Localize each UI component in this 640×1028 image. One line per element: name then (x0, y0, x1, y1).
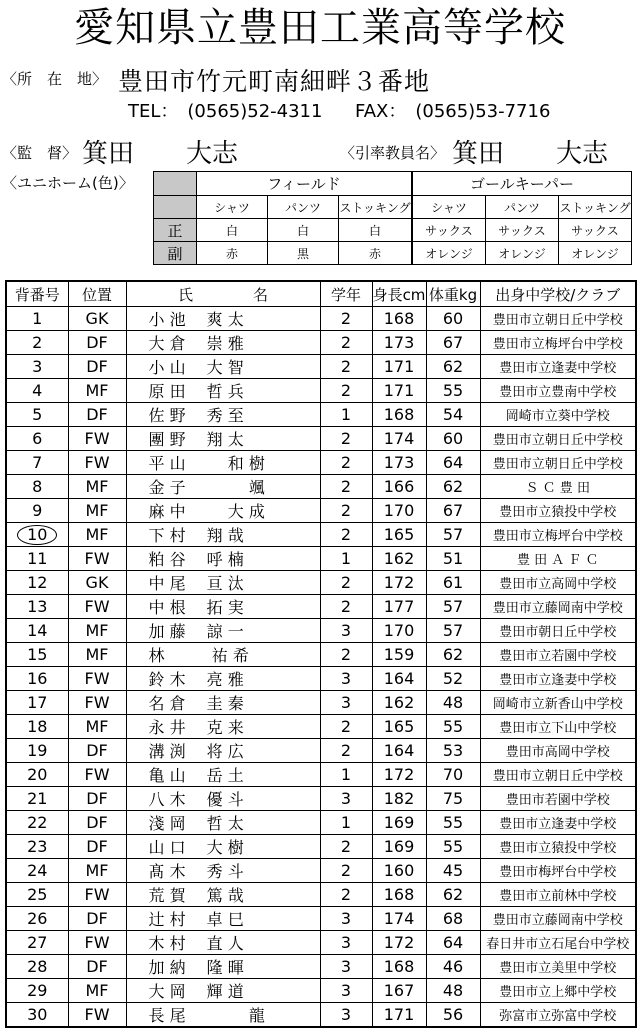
player-weight: 53 (426, 739, 480, 763)
player-name: 粕 谷 呼 楠 (126, 547, 320, 571)
player-grade: 3 (320, 1003, 372, 1028)
player-name: 中 根 拓 実 (126, 595, 320, 619)
player-position: FW (68, 931, 126, 955)
player-grade: 2 (320, 523, 372, 547)
player-height: 168 (372, 955, 426, 979)
player-school: 豊田市立若園中学校 (480, 643, 636, 667)
captain-number: 10 (17, 525, 57, 545)
uniform-corner (154, 196, 197, 219)
player-school: 豊田市立藤岡南中学校 (480, 907, 636, 931)
uniform-item: シャツ (412, 196, 486, 219)
player-number: 25 (6, 883, 68, 907)
player-position: MF (68, 379, 126, 403)
player-name: 淺 岡 哲 太 (126, 811, 320, 835)
player-school: 豊田市立藤岡南中学校 (480, 595, 636, 619)
player-name: 中 尾 亘 汰 (126, 571, 320, 595)
player-name: 麻 中 大 成 (126, 499, 320, 523)
player-weight: 64 (426, 931, 480, 955)
leader-name: 箕田 大志 (452, 139, 609, 169)
table-row (6, 739, 636, 763)
roster-header-row (6, 281, 636, 307)
player-height: 174 (372, 427, 426, 451)
roster-table (5, 280, 637, 1028)
player-grade: 3 (320, 787, 372, 811)
table-row (6, 307, 636, 331)
table-row (6, 931, 636, 955)
player-name: 永 井 克 来 (126, 715, 320, 739)
player-position: DF (68, 787, 126, 811)
player-weight: 56 (426, 1003, 480, 1028)
player-school: 豊田市立下山中学校 (480, 715, 636, 739)
player-weight: 48 (426, 691, 480, 715)
player-height: 170 (372, 619, 426, 643)
player-school: 岡崎市立葵中学校 (480, 403, 636, 427)
player-position: MF (68, 643, 126, 667)
player-number: 16 (6, 667, 68, 691)
player-school: 豊田市立朝日丘中学校 (480, 427, 636, 451)
sub-uniform-label: 副 (154, 242, 197, 265)
player-weight: 52 (426, 667, 480, 691)
table-row (6, 379, 636, 403)
player-name: 八 木 優 斗 (126, 787, 320, 811)
table-row (6, 619, 636, 643)
uniform-color: 赤 (197, 242, 268, 265)
player-height: 169 (372, 835, 426, 859)
uniform-color: サックス (559, 219, 632, 242)
player-weight: 75 (426, 787, 480, 811)
player-school: 岡崎市立新香山中学校 (480, 691, 636, 715)
player-height: 168 (372, 307, 426, 331)
player-number: 23 (6, 835, 68, 859)
uniform-color: サックス (412, 219, 486, 242)
player-weight: 45 (426, 859, 480, 883)
player-grade: 2 (320, 331, 372, 355)
player-position: DF (68, 907, 126, 931)
player-position: FW (68, 547, 126, 571)
player-school: 豊田市立上郷中学校 (480, 979, 636, 1003)
player-height: 169 (372, 811, 426, 835)
player-name: 平 山 和 樹 (126, 451, 320, 475)
player-name: 下 村 翔 哉 (126, 523, 320, 547)
player-school: 豊田市高岡中学校 (480, 739, 636, 763)
player-number: 19 (6, 739, 68, 763)
player-number: 17 (6, 691, 68, 715)
table-row (6, 667, 636, 691)
player-weight: 55 (426, 835, 480, 859)
player-grade: 3 (320, 691, 372, 715)
player-name: 長 尾 龍 (126, 1003, 320, 1028)
player-height: 165 (372, 523, 426, 547)
player-height: 173 (372, 451, 426, 475)
uniform-color: 赤 (339, 242, 413, 265)
player-name: 亀 山 岳 土 (126, 763, 320, 787)
player-height: 172 (372, 571, 426, 595)
table-row (6, 907, 636, 931)
player-height: 168 (372, 403, 426, 427)
player-height: 164 (372, 739, 426, 763)
player-position: FW (68, 427, 126, 451)
player-name: 小 池 爽 太 (126, 307, 320, 331)
table-row (6, 355, 636, 379)
player-position: MF (68, 619, 126, 643)
player-number: 5 (6, 403, 68, 427)
player-height: 172 (372, 763, 426, 787)
uniform-color: オレンジ (412, 242, 486, 265)
director-label: 〈監 督〉 (2, 144, 78, 162)
player-school: 豊田市立朝日丘中学校 (480, 763, 636, 787)
player-school: 弥富市立弥富中学校 (480, 1003, 636, 1028)
uniform-color: サックス (486, 219, 559, 242)
table-row (6, 763, 636, 787)
player-grade: 2 (320, 739, 372, 763)
player-number: 9 (6, 499, 68, 523)
player-weight: 64 (426, 451, 480, 475)
table-row (6, 835, 636, 859)
player-name: 鈴 木 亮 雅 (126, 667, 320, 691)
table-row (6, 523, 636, 547)
player-weight: 68 (426, 907, 480, 931)
player-weight: 54 (426, 403, 480, 427)
player-height: 171 (372, 1003, 426, 1028)
player-number: 28 (6, 955, 68, 979)
player-name: 髙 木 秀 斗 (126, 859, 320, 883)
uniform-color: 白 (197, 219, 268, 242)
player-position: FW (68, 883, 126, 907)
player-height: 165 (372, 715, 426, 739)
player-weight: 55 (426, 379, 480, 403)
player-school: 豊田市朝日丘中学校 (480, 619, 636, 643)
player-position: DF (68, 955, 126, 979)
player-position: DF (68, 355, 126, 379)
player-grade: 2 (320, 571, 372, 595)
player-name: 大 岡 輝 道 (126, 979, 320, 1003)
player-grade: 2 (320, 307, 372, 331)
player-number: 14 (6, 619, 68, 643)
uniform-item: パンツ (268, 196, 339, 219)
player-number: 24 (6, 859, 68, 883)
player-position: DF (68, 403, 126, 427)
player-name: 山 口 大 樹 (126, 835, 320, 859)
player-number: 2 (6, 331, 68, 355)
player-weight: 57 (426, 619, 480, 643)
player-grade: 3 (320, 979, 372, 1003)
player-position: MF (68, 523, 126, 547)
player-position: MF (68, 715, 126, 739)
table-row (6, 811, 636, 835)
player-number: 4 (6, 379, 68, 403)
player-weight: 62 (426, 643, 480, 667)
player-name: 名 倉 圭 秦 (126, 691, 320, 715)
player-weight: 48 (426, 979, 480, 1003)
player-height: 168 (372, 883, 426, 907)
player-weight: 51 (426, 547, 480, 571)
table-row (6, 715, 636, 739)
player-position: FW (68, 451, 126, 475)
roster-body (6, 307, 636, 1028)
table-row (6, 883, 636, 907)
player-grade: 2 (320, 859, 372, 883)
player-grade: 2 (320, 715, 372, 739)
player-height: 171 (372, 379, 426, 403)
main-uniform-label: 正 (154, 219, 197, 242)
table-row (6, 955, 636, 979)
player-grade: 3 (320, 907, 372, 931)
player-number: 1 (6, 307, 68, 331)
director-name: 箕田 大志 (82, 139, 239, 169)
table-row (6, 595, 636, 619)
player-weight: 55 (426, 811, 480, 835)
header-school: 出身中学校/クラブ (480, 281, 636, 307)
player-grade: 3 (320, 931, 372, 955)
player-height: 174 (372, 907, 426, 931)
player-school: 豊田市立朝日丘中学校 (480, 451, 636, 475)
player-position: FW (68, 691, 126, 715)
player-name: 金 子 颯 (126, 475, 320, 499)
player-position: GK (68, 307, 126, 331)
player-weight: 46 (426, 955, 480, 979)
player-school: 豊田市立猿投中学校 (480, 835, 636, 859)
player-number: 18 (6, 715, 68, 739)
uniform-color: 白 (268, 219, 339, 242)
player-school: 豊田市立美里中学校 (480, 955, 636, 979)
player-height: 160 (372, 859, 426, 883)
player-school: 豊田市立猿投中学校 (480, 499, 636, 523)
table-row (6, 547, 636, 571)
player-school: 豊田市立豊南中学校 (480, 379, 636, 403)
player-number: 26 (6, 907, 68, 931)
player-school: 豊田市立朝日丘中学校 (480, 307, 636, 331)
uniform-color: 白 (339, 219, 413, 242)
player-number: 13 (6, 595, 68, 619)
uniform-label: 〈ユニホーム(色)〉 (2, 174, 134, 192)
player-grade: 3 (320, 667, 372, 691)
table-row (6, 787, 636, 811)
player-grade: 2 (320, 595, 372, 619)
player-name: 林 祐 希 (126, 643, 320, 667)
player-height: 164 (372, 667, 426, 691)
player-name: 大 倉 崇 雅 (126, 331, 320, 355)
player-position: DF (68, 811, 126, 835)
player-number: 15 (6, 643, 68, 667)
player-number: 7 (6, 451, 68, 475)
player-school: 豊田市立高岡中学校 (480, 571, 636, 595)
player-weight: 60 (426, 307, 480, 331)
player-school: 豊田市立逢妻中学校 (480, 811, 636, 835)
player-weight: 61 (426, 571, 480, 595)
uniform-item: シャツ (197, 196, 268, 219)
player-position: MF (68, 859, 126, 883)
uniform-item: ストッキング (339, 196, 413, 219)
uniform-item: ストッキング (559, 196, 632, 219)
uniform-table (153, 171, 632, 265)
player-number: 11 (6, 547, 68, 571)
player-school: 豊田市梅坪台中学校 (480, 859, 636, 883)
player-weight: 57 (426, 523, 480, 547)
location-label: 〈所 在 地〉 (2, 70, 108, 88)
player-school: 豊田市立逢妻中学校 (480, 667, 636, 691)
player-name: 辻 村 卓 巳 (126, 907, 320, 931)
player-school: 春日井市立石尾台中学校 (480, 931, 636, 955)
player-grade: 2 (320, 355, 372, 379)
player-name: 佐 野 秀 至 (126, 403, 320, 427)
player-height: 177 (372, 595, 426, 619)
player-number: 22 (6, 811, 68, 835)
player-position: DF (68, 331, 126, 355)
player-height: 162 (372, 691, 426, 715)
header-number: 背番号 (6, 281, 68, 307)
player-number: 8 (6, 475, 68, 499)
player-grade: 1 (320, 547, 372, 571)
player-position: DF (68, 739, 126, 763)
header-name: 氏 名 (126, 281, 320, 307)
uniform-color: オレンジ (559, 242, 632, 265)
player-height: 170 (372, 499, 426, 523)
table-row (6, 331, 636, 355)
player-position: DF (68, 835, 126, 859)
player-number: 20 (6, 763, 68, 787)
player-weight: 67 (426, 499, 480, 523)
player-position: FW (68, 763, 126, 787)
player-weight: 62 (426, 883, 480, 907)
player-position: FW (68, 667, 126, 691)
fax: FAX： (0565)53-7716 (355, 101, 551, 122)
player-name: 小 山 大 智 (126, 355, 320, 379)
player-grade: 2 (320, 379, 372, 403)
field-header: フィールド (197, 172, 413, 196)
player-position: MF (68, 979, 126, 1003)
player-name: 團 野 翔 太 (126, 427, 320, 451)
player-weight: 62 (426, 355, 480, 379)
header-position: 位置 (68, 281, 126, 307)
player-name: 荒 賀 篤 哉 (126, 883, 320, 907)
header-weight: 体重kg (426, 281, 480, 307)
player-position: GK (68, 571, 126, 595)
player-number: 21 (6, 787, 68, 811)
player-number: 12 (6, 571, 68, 595)
player-grade: 1 (320, 403, 372, 427)
table-row (6, 499, 636, 523)
school-title: 愛知県立豊田工業高等学校 (74, 5, 566, 51)
player-number (6, 523, 68, 547)
player-name: 木 村 直 人 (126, 931, 320, 955)
player-grade: 2 (320, 499, 372, 523)
player-grade: 3 (320, 619, 372, 643)
player-grade: 1 (320, 811, 372, 835)
header-grade: 学年 (320, 281, 372, 307)
player-position: FW (68, 1003, 126, 1028)
goalkeeper-header: ゴールキーパー (412, 172, 632, 196)
table-row (6, 979, 636, 1003)
table-row (6, 427, 636, 451)
table-row (6, 403, 636, 427)
player-school: 豊田市若園中学校 (480, 787, 636, 811)
uniform-color: オレンジ (486, 242, 559, 265)
player-name: 加 藤 諒 一 (126, 619, 320, 643)
player-grade: 2 (320, 427, 372, 451)
player-position: FW (68, 595, 126, 619)
player-name: 溝 渕 将 広 (126, 739, 320, 763)
table-row (6, 643, 636, 667)
telephone: TEL： (0565)52-4311 (128, 101, 323, 122)
uniform-item: パンツ (486, 196, 559, 219)
player-number: 6 (6, 427, 68, 451)
table-row (6, 1003, 636, 1028)
player-name: 原 田 哲 兵 (126, 379, 320, 403)
player-height: 166 (372, 475, 426, 499)
player-number: 29 (6, 979, 68, 1003)
player-weight: 67 (426, 331, 480, 355)
player-school: 豊田市立前林中学校 (480, 883, 636, 907)
player-grade: 3 (320, 955, 372, 979)
player-number: 30 (6, 1003, 68, 1028)
table-row (6, 859, 636, 883)
header-height: 身長cm (372, 281, 426, 307)
player-weight: 62 (426, 475, 480, 499)
table-row (6, 691, 636, 715)
address: 豊田市竹元町南細畔３番地 (118, 67, 431, 96)
player-weight: 57 (426, 595, 480, 619)
player-grade: 2 (320, 451, 372, 475)
player-school: Ｓ Ｃ 豊 田 (480, 475, 636, 499)
player-weight: 70 (426, 763, 480, 787)
leader-label: 〈引率教員名〉 (340, 144, 446, 162)
player-weight: 55 (426, 715, 480, 739)
player-height: 172 (372, 931, 426, 955)
player-height: 182 (372, 787, 426, 811)
player-school: 豊田市立逢妻中学校 (480, 355, 636, 379)
player-weight: 60 (426, 427, 480, 451)
player-grade: 2 (320, 883, 372, 907)
player-grade: 1 (320, 763, 372, 787)
player-position: MF (68, 499, 126, 523)
table-row (6, 451, 636, 475)
uniform-corner (154, 172, 197, 196)
player-grade: 2 (320, 643, 372, 667)
player-height: 167 (372, 979, 426, 1003)
player-grade: 2 (320, 835, 372, 859)
player-number: 3 (6, 355, 68, 379)
player-height: 173 (372, 331, 426, 355)
table-row (6, 475, 636, 499)
uniform-color: 黒 (268, 242, 339, 265)
player-school: 豊田市立梅坪台中学校 (480, 523, 636, 547)
player-grade: 2 (320, 475, 372, 499)
player-height: 159 (372, 643, 426, 667)
player-position: MF (68, 475, 126, 499)
table-row (6, 571, 636, 595)
player-height: 162 (372, 547, 426, 571)
player-height: 171 (372, 355, 426, 379)
player-school: 豊 田 Ａ Ｆ Ｃ (480, 547, 636, 571)
player-name: 加 納 隆 暉 (126, 955, 320, 979)
player-school: 豊田市立梅坪台中学校 (480, 331, 636, 355)
player-number: 27 (6, 931, 68, 955)
